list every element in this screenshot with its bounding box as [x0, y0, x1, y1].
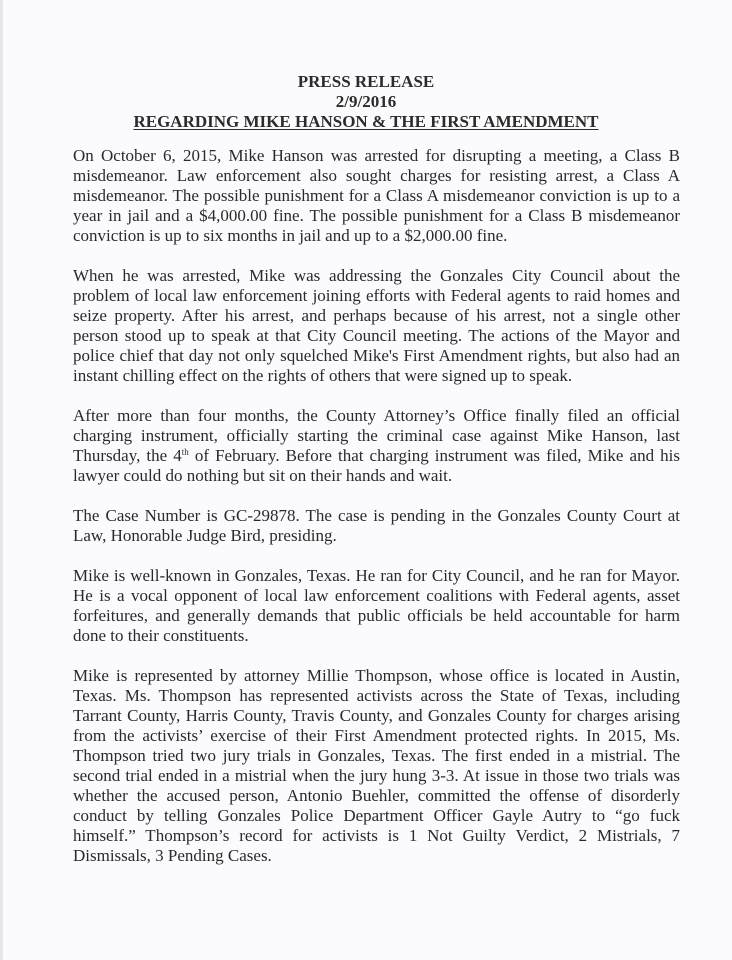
document-body	[73, 146, 680, 886]
paragraph-charging-instrument	[73, 406, 680, 486]
release-subject: REGARDING MIKE HANSON & THE FIRST AMENDMENT	[133, 112, 599, 131]
paragraph-arrest-charges: On October 6, 2015, Mike Hanson was arrested for disrupting a meeting, a Class B misdemeanor. Law enforcement also sought charges for resisting arrest, a Class A misdemeanor. The possible punishment for a Class A misdemeanor conviction is up to a year in jail and a $4,000.00 fine. The possible punishment for a Class B misdemeanor conviction is up to six months in jail and up to a $2,000.00 fine.	[73, 146, 680, 245]
paragraph-about-mike: Mike is well-known in Gonzales, Texas. He ran for City Council, and he ran for Mayor. He is a vocal opponent of local law enforcement coalitions with Federal agents, asset forfeitures, and generally demands that public officials be held accountable for harm done to their constituents.	[73, 566, 680, 645]
paragraph-attorney: Mike is represented by attorney Millie Thompson, whose office is located in Austin, Texas. Ms. Thompson has represented activists across the State of Texas, including Tarrant County, Harris County, Travis County, and Gonzales County for charges arising from the activists’ exercise of their First Amendment protected rights. In 2015, Ms. Thompson tried two jury trials in Gonzales, Texas. The first ended in a mistrial. The second trial ended in a mistrial when the jury hung 3-3. At issue in those two trials was whether the accused person, Antonio Buehler, committed the offense of disorderly conduct by telling Gonzales Police Department Officer Gayle Autry to “go fuck himself.” Thompson’s record for activists is 1 Not Guilty Verdict, 2 Mistrials, 7 Dismissals, 3 Pending Cases.	[73, 666, 680, 865]
release-date: 2/9/2016	[335, 92, 397, 111]
ordinal-suffix: th	[181, 447, 189, 457]
press-release-header	[0, 72, 732, 132]
paragraph-city-council: When he was arrested, Mike was addressing the Gonzales City Council about the problem of local law enforcement joining efforts with Federal agents to raid homes and seize property. After his arrest, and perhaps because of his arrest, not a single other person stood up to speak at that City Council meeting. The actions of the Mayor and police chief that day not only squelched Mike's First Amendment rights, but also had an instant chilling effect on the rights of others that were signed up to speak.	[73, 266, 680, 385]
paragraph-text: After more than four months, the County Attorney’s Office finally filed an official charging instrument, officially starting the criminal case against Mike Hanson, last Thursday, the 4	[73, 406, 680, 465]
page-edge	[0, 0, 3, 960]
paragraph-case-number: The Case Number is GC-29878. The case is pending in the Gonzales County Court at Law, Honorable Judge Bird, presiding.	[73, 506, 680, 545]
document-title: PRESS RELEASE	[297, 72, 435, 91]
paragraph-text: of February. Before that charging instrument was filed, Mike and his lawyer could do nothing but sit on their hands and wait.	[73, 446, 680, 485]
